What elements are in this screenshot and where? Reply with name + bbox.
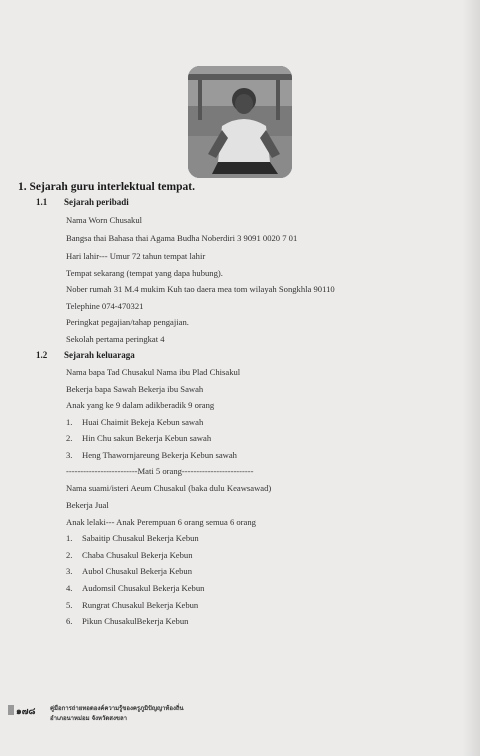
list-number: 2. [66, 433, 73, 443]
subsection-heading-family [36, 350, 135, 360]
list-item [66, 566, 192, 576]
list-number: 4. [66, 583, 73, 593]
list-item [66, 433, 211, 443]
footer-line-1: คู่มือการถ่ายทอดองค์ความรู้ของครูภูมิปัญญาท้องถิ่น [50, 705, 184, 712]
portrait-photo-image [188, 66, 292, 178]
text-line: Tempat sekarang (tempat yang dapa hubung). [66, 268, 223, 278]
text-line: Anak lelaki--- Anak Perempuan 6 orang semua 6 orang [66, 517, 256, 527]
footer-marker [8, 705, 14, 715]
text-line: Bekerja Jual [66, 500, 109, 510]
list-number: 5. [66, 600, 73, 610]
list-text: Hin Chu sakun Bekerja Kebun sawah [82, 433, 212, 443]
list-text: Huai Chaimit Bekeja Kebun sawah [82, 417, 204, 427]
text-line: Nober rumah 31 M.4 mukim Kuh tao daera mea tom wilayah Songkhla 90110 [66, 284, 335, 294]
section-heading: 1. Sejarah guru interlektual tempat. [18, 181, 195, 193]
list-text: Pikun ChusakulBekerja Kebun [82, 616, 189, 626]
list-item [66, 600, 198, 610]
list-item [66, 450, 237, 460]
list-number: 3. [66, 450, 73, 460]
list-text: Chaba Chusakul Bekerja Kebun [82, 550, 193, 560]
text-line: Sekolah pertama peringkat 4 [66, 334, 165, 344]
list-text: Rungrat Chusakul Bekerja Kebun [82, 600, 199, 610]
subsection-number: 1.2 [36, 350, 48, 360]
list-number: 1. [66, 417, 73, 427]
subsection-title: Sejarah peribadi [64, 197, 129, 207]
text-line: Bekerja bapa Sawah Bekerja ibu Sawah [66, 384, 204, 394]
text-line: Nama suami/isteri Aeum Chusakul (baka dulu Keawsawad) [66, 483, 272, 493]
page-edge-shadow [462, 0, 480, 756]
divider-line: -------------------------Mati 5 orang------------------------- [66, 466, 254, 476]
text-line: Anak yang ke 9 dalam adikberadik 9 orang [66, 400, 215, 410]
text-line: Nama Worn Chusakul [66, 215, 143, 225]
list-text: Audomsil Chusakul Bekerja Kebun [82, 583, 205, 593]
text-line: Bangsa thai Bahasa thai Agama Budha Noberdiri 3 9091 0020 7 01 [66, 233, 298, 243]
text-line: Hari lahir--- Umur 72 tahun tempat lahir [66, 251, 206, 261]
text-line: Nama bapa Tad Chusakul Nama ibu Plad Chisakul [66, 367, 241, 377]
list-number: 1. [66, 533, 73, 543]
text-line: Telephine 074-470321 [66, 301, 144, 311]
list-item [66, 583, 204, 593]
list-text: Heng Thawornjareung Bekerja Kebun sawah [82, 450, 237, 460]
portrait-photo [188, 66, 292, 178]
list-item [66, 616, 188, 626]
list-number: 2. [66, 550, 73, 560]
page-number: ๑๗๘ [16, 707, 36, 717]
subsection-title: Sejarah keluaraga [64, 350, 135, 360]
text-line: Peringkat pegajian/tahap pengajian. [66, 317, 189, 327]
list-item [66, 417, 203, 427]
list-item [66, 550, 193, 560]
list-text: Aubol Chusakul Bekerja Kebun [82, 566, 193, 576]
subsection-heading-personal [36, 197, 129, 207]
list-number: 6. [66, 616, 73, 626]
list-text: Sabaitip Chusakul Bekerja Kebun [82, 533, 199, 543]
list-item [66, 533, 199, 543]
list-number: 3. [66, 566, 73, 576]
footer-line-2: อำเภอนาหม่อม จังหวัดสงขลา [50, 715, 128, 722]
subsection-number: 1.1 [36, 197, 48, 207]
